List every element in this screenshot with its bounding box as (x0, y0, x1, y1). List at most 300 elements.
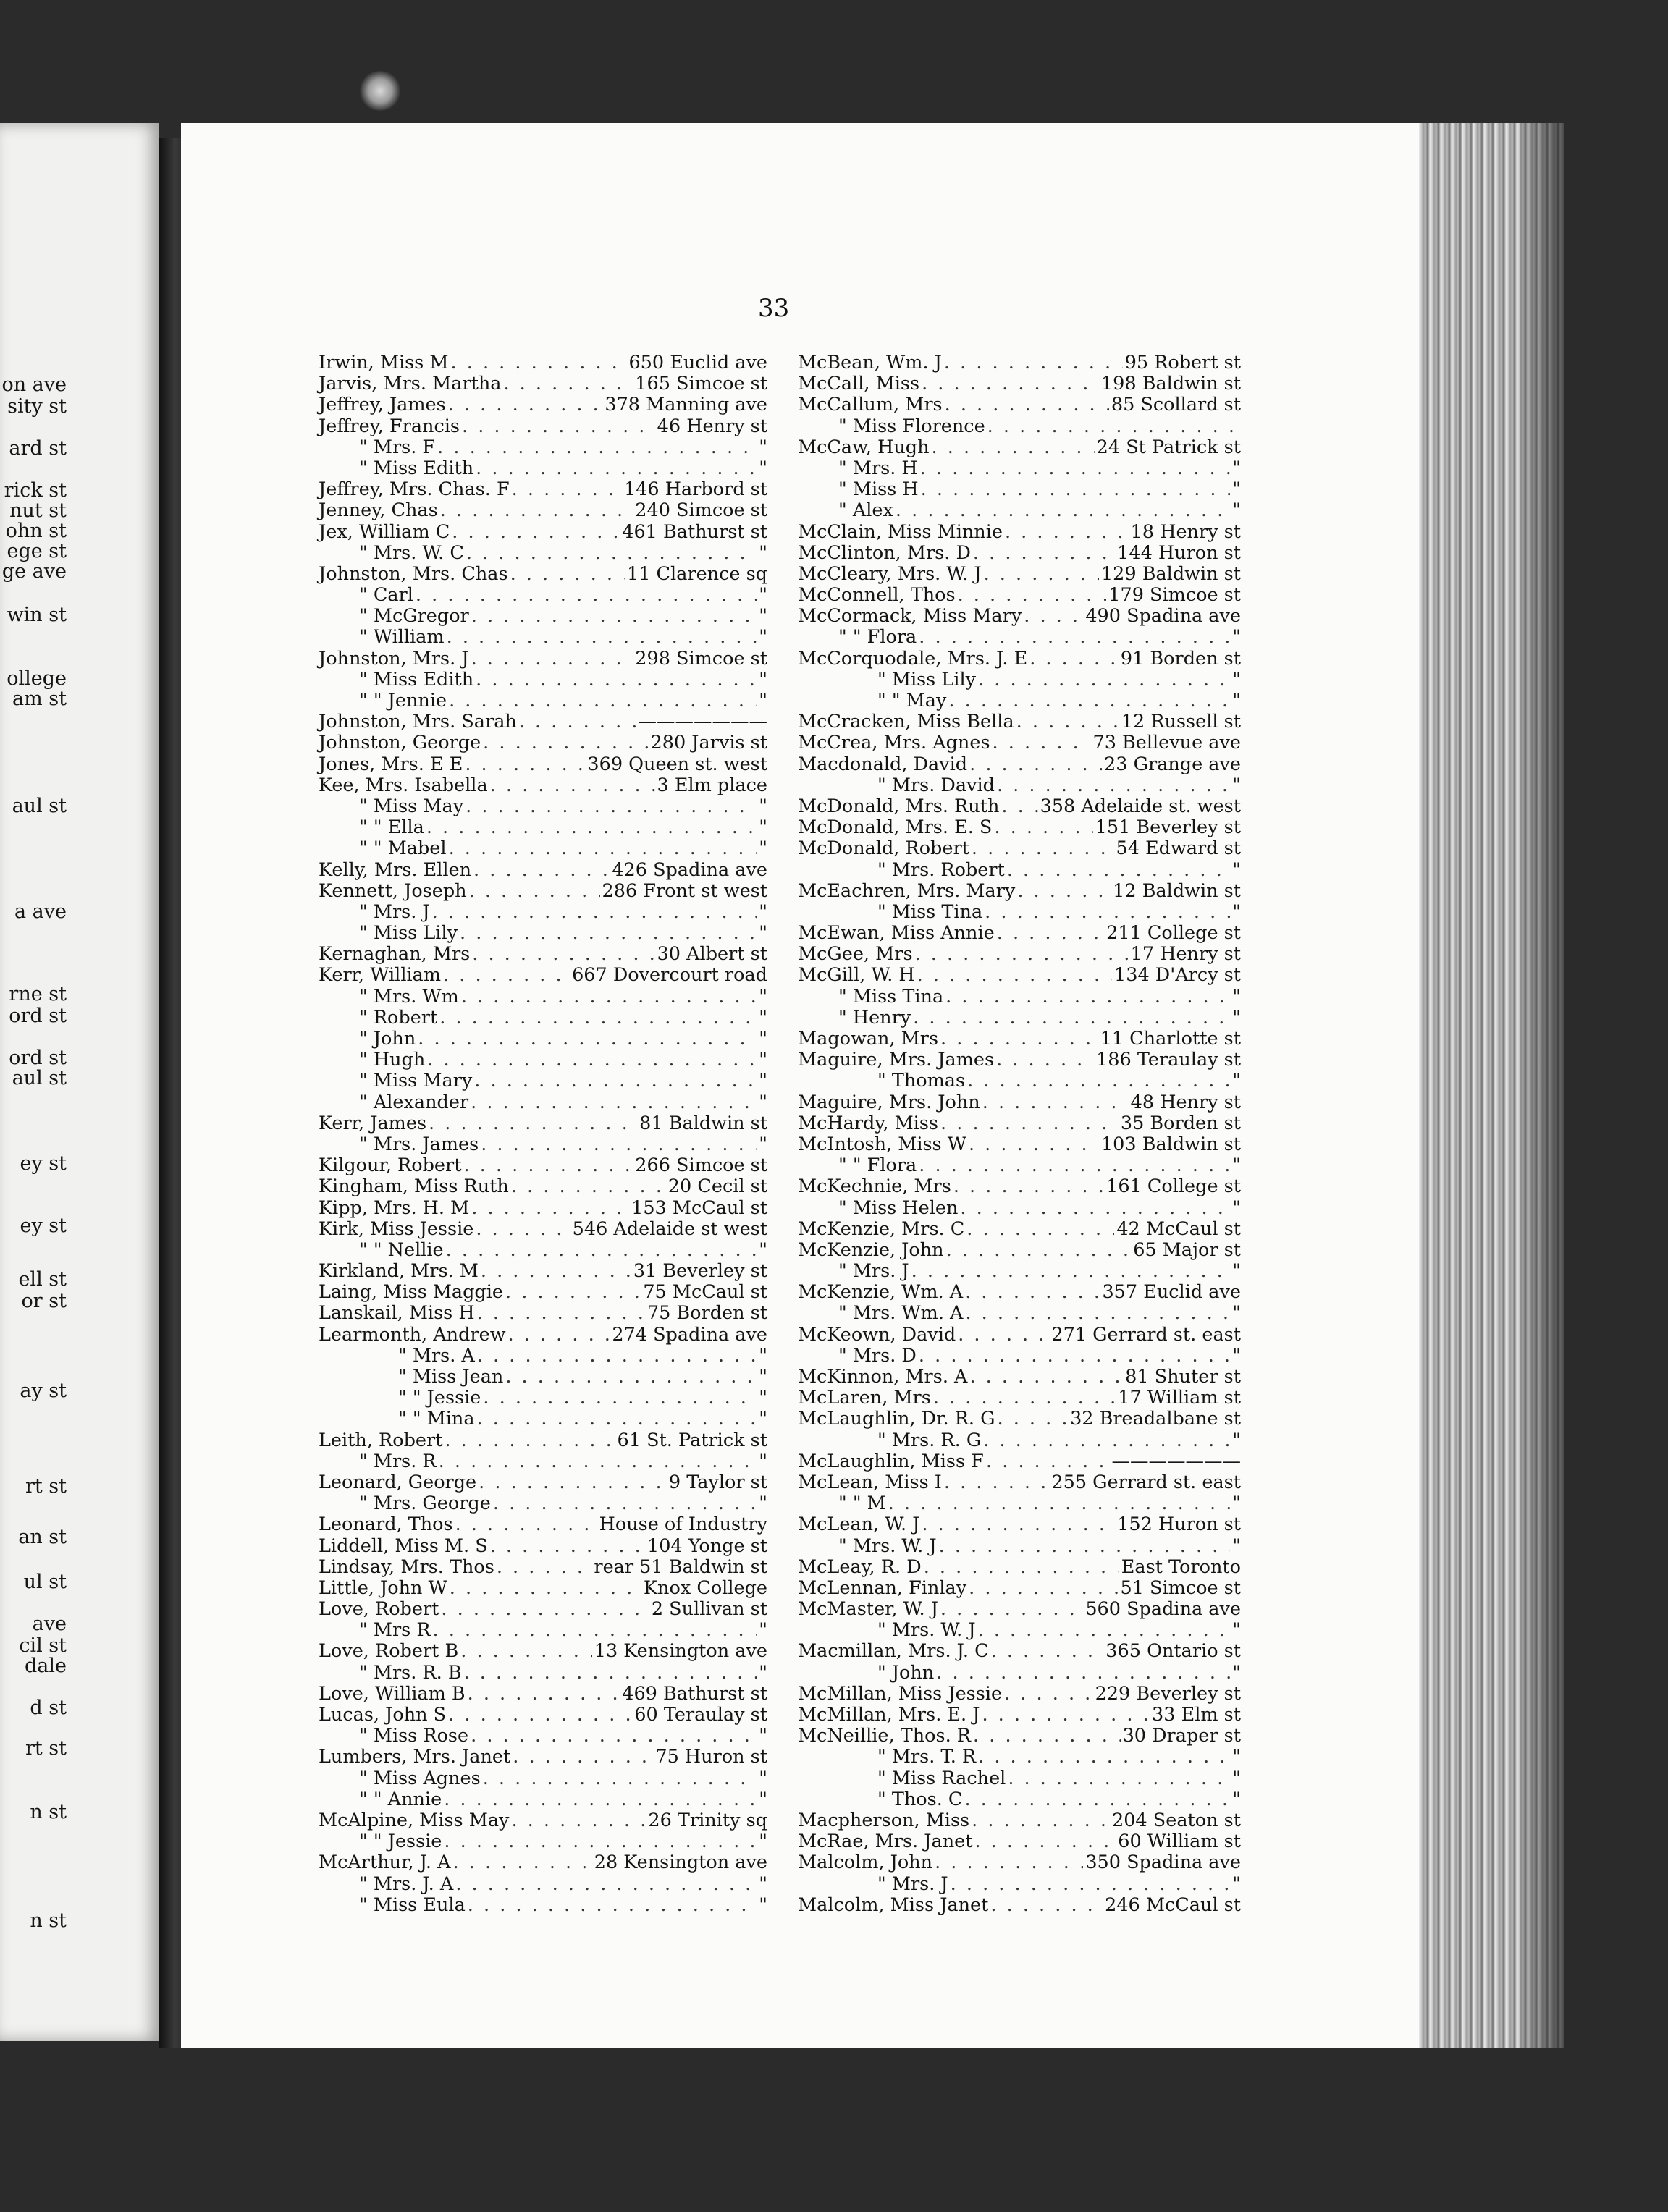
dot-leader (460, 1641, 592, 1662)
directory-entry (319, 1008, 767, 1029)
entry-address: " (759, 1091, 767, 1113)
directory-entry (798, 1155, 1241, 1176)
dot-leader (427, 1050, 757, 1071)
dot-leader (416, 585, 757, 606)
entry-address: " (1232, 499, 1241, 522)
entry-name: McNeillie, Thos. R (798, 1725, 972, 1747)
entry-name: " Miss Agnes (359, 1767, 481, 1789)
entry-name: " " M (838, 1493, 886, 1515)
dot-leader (922, 1514, 1115, 1535)
directory-entry (319, 1367, 767, 1388)
directory-entry (319, 1176, 767, 1197)
previous-page-text-fragment: sity st (7, 397, 67, 417)
dot-leader (441, 1599, 649, 1620)
directory-entry (798, 796, 1241, 817)
entry-name: " Miss Tina (838, 985, 944, 1008)
dot-leader (418, 1029, 757, 1050)
dot-leader (966, 1219, 1114, 1240)
directory-entry (798, 923, 1241, 944)
directory-entry (319, 1134, 767, 1155)
entry-name: McLaughlin, Miss F (798, 1450, 984, 1472)
directory-entry (798, 1768, 1241, 1789)
directory-entry (798, 543, 1241, 564)
directory-entry (319, 1705, 767, 1726)
directory-entry (319, 500, 767, 521)
entry-name: " Miss May (359, 795, 464, 817)
directory-entry (319, 1029, 767, 1050)
entry-name: " Hugh (359, 1049, 426, 1071)
entry-address: 12 Russell st (1121, 711, 1241, 733)
dot-leader (944, 353, 1123, 373)
dot-leader (451, 353, 627, 373)
previous-page-text-fragment: ohn st (5, 521, 67, 541)
dot-leader (936, 1663, 1230, 1684)
entry-address: " (759, 837, 767, 860)
entry-name: " Mrs. J (838, 1260, 909, 1283)
entry-name: " Henry (838, 1006, 911, 1029)
previous-page-text-fragment: rne st (9, 984, 67, 1005)
directory-entry (798, 1367, 1241, 1388)
entry-address: 81 Shuter st (1125, 1366, 1241, 1388)
dot-leader (978, 670, 1230, 691)
dot-leader (965, 1303, 1230, 1324)
previous-page-text-fragment: ave (32, 1614, 67, 1634)
entry-name: Johnston, Mrs. Sarah (319, 711, 517, 733)
directory-entry (798, 860, 1241, 881)
entry-address: 246 McCaul st (1105, 1894, 1241, 1916)
entry-address: 490 Spadina ave (1085, 605, 1241, 628)
entry-address: " (759, 1767, 767, 1789)
dot-leader (953, 1176, 1104, 1197)
dot-leader (473, 860, 610, 881)
directory-entry (798, 1176, 1241, 1197)
dot-leader (991, 1641, 1104, 1662)
dot-leader (972, 1810, 1110, 1831)
previous-page-text-fragment: on ave (1, 375, 67, 395)
dot-leader (922, 373, 1099, 394)
entry-address: " (1232, 626, 1241, 649)
entry-address: 23 Grange ave (1104, 753, 1241, 775)
dot-leader (511, 1176, 666, 1197)
entry-address: 9 Taylor st (668, 1471, 767, 1493)
entry-name: " John (359, 1028, 416, 1050)
directory-entry (798, 1325, 1241, 1346)
dot-leader (477, 1303, 645, 1324)
entry-address: " (1232, 478, 1241, 501)
directory-entry (798, 1282, 1241, 1303)
directory-entry (319, 881, 767, 902)
entry-name: Leonard, Thos (319, 1514, 453, 1536)
entry-address: 73 Bellevue ave (1092, 732, 1241, 754)
entry-name: " Mrs. D (838, 1344, 917, 1367)
previous-page-text-fragment: an st (18, 1527, 67, 1548)
entry-address: 198 Baldwin st (1100, 373, 1241, 395)
dot-leader (933, 1388, 1116, 1409)
directory-entry (798, 627, 1241, 648)
dot-leader (951, 1874, 1231, 1895)
entry-address: 75 Borden st (646, 1302, 767, 1325)
entry-name: " William (359, 626, 445, 649)
dot-leader (919, 627, 1230, 648)
dot-leader (466, 796, 757, 817)
entry-address: " (759, 900, 767, 923)
directory-entry (319, 754, 767, 775)
dot-leader (450, 1578, 641, 1599)
dot-leader (940, 1599, 1083, 1620)
entry-address: East Toronto (1121, 1555, 1241, 1578)
dot-leader (1017, 881, 1111, 902)
dot-leader (958, 585, 1107, 606)
directory-entry (798, 1029, 1241, 1050)
entry-name: " Miss Lily (877, 668, 977, 691)
dot-leader (433, 1620, 757, 1641)
directory-entry (319, 1536, 767, 1557)
directory-entry (798, 1789, 1241, 1810)
dot-leader (1001, 796, 1037, 817)
dot-leader (511, 1810, 646, 1831)
entry-address: " (1232, 1196, 1241, 1219)
entry-name: " Miss Rose (359, 1725, 469, 1747)
dot-leader (471, 606, 757, 627)
entry-name: McDonald, Mrs. Ruth (798, 795, 1000, 817)
dot-leader (997, 775, 1230, 796)
entry-address: " (1232, 1535, 1241, 1557)
entry-name: Jeffrey, Mrs. Chas. F (319, 478, 510, 501)
directory-entry (319, 733, 767, 753)
entry-name: Macpherson, Miss (798, 1809, 970, 1831)
entry-name: McBean, Wm. J (798, 352, 942, 373)
entry-address: 211 College st (1106, 922, 1241, 945)
directory-entry (798, 670, 1241, 691)
directory-entry (798, 606, 1241, 627)
entry-name: Malcolm, Miss Janet (798, 1894, 989, 1916)
dot-leader (1024, 606, 1083, 627)
directory-entry (798, 775, 1241, 796)
dot-leader (982, 1705, 1150, 1726)
dot-leader (503, 373, 633, 394)
entry-name: " Alexander (359, 1091, 469, 1113)
dot-leader (505, 1367, 757, 1388)
entry-name: " Mrs. W. C (359, 541, 464, 564)
dot-leader (969, 1134, 1099, 1155)
directory-entry (319, 987, 767, 1008)
entry-name: Jeffrey, James (319, 394, 446, 416)
directory-entry (319, 394, 767, 415)
entry-name: Magowan, Mrs (798, 1028, 939, 1050)
dot-leader (948, 691, 1230, 712)
entry-address: " (1232, 457, 1241, 479)
entry-address: 60 Teraulay st (634, 1704, 767, 1726)
entry-address: 12 Baldwin st (1113, 879, 1241, 902)
entry-name: McCleary, Mrs. W. J (798, 562, 982, 585)
directory-entry (319, 1113, 767, 1134)
entry-name: " Miss Tina (877, 900, 983, 923)
entry-address: 26 Trinity sq (648, 1809, 767, 1831)
directory-entry (798, 649, 1241, 670)
directory-entry (319, 1219, 767, 1240)
entry-address: 91 Borden st (1120, 647, 1241, 670)
previous-page-text-fragment: cil st (19, 1636, 67, 1656)
dot-leader (896, 500, 1230, 521)
directory-entry (319, 965, 767, 986)
entry-name: McLean, Miss I (798, 1471, 942, 1493)
directory-entry (319, 838, 767, 859)
entry-name: Kerr, William (319, 964, 442, 987)
entry-address: 129 Baldwin st (1100, 562, 1241, 585)
directory-entry (319, 353, 767, 373)
dot-leader (920, 458, 1231, 479)
dot-leader (440, 500, 633, 521)
directory-entry (798, 987, 1241, 1008)
entry-address: " (759, 690, 767, 712)
entry-address: 48 Henry st (1130, 1091, 1241, 1113)
entry-address: 280 Jarvis st (650, 732, 767, 754)
dot-leader (974, 1831, 1116, 1852)
directory-entry (798, 1514, 1241, 1535)
directory-entry (798, 1747, 1241, 1768)
entry-address: " (759, 541, 767, 564)
directory-entry (319, 1641, 767, 1662)
directory-entry (319, 1514, 767, 1535)
dot-leader (1016, 712, 1119, 733)
directory-entry (319, 649, 767, 670)
directory-entry (319, 1261, 767, 1282)
directory-entry (319, 458, 767, 479)
dot-leader (472, 944, 654, 965)
entry-address: " (759, 1133, 767, 1155)
entry-name: McCaw, Hugh (798, 436, 930, 458)
entry-address: " (1232, 1873, 1241, 1895)
entry-name: Kerr, James (319, 1112, 427, 1134)
directory-entry (319, 796, 767, 817)
dot-leader (444, 1789, 757, 1810)
entry-name: " Mrs. R. G (877, 1429, 982, 1451)
directory-entry (798, 965, 1241, 986)
directory-entry (319, 817, 767, 838)
entry-name: McCallum, Mrs (798, 394, 943, 416)
directory-entry (798, 1895, 1241, 1916)
entry-address: " (1232, 1006, 1241, 1029)
directory-entry (319, 1874, 767, 1895)
directory-entry (319, 1282, 767, 1303)
entry-name: " " Mabel (359, 837, 447, 860)
directory-entry (319, 1684, 767, 1705)
entry-name: McDonald, Robert (798, 837, 969, 860)
dot-leader (969, 1578, 1118, 1599)
directory-entry (319, 1726, 767, 1747)
previous-page-text-fragment: rick st (4, 481, 67, 501)
previous-page-text-fragment: n st (30, 1911, 67, 1931)
dot-leader (461, 987, 757, 1008)
entry-address: " (759, 1619, 767, 1642)
dot-leader (513, 1747, 653, 1768)
dot-leader (464, 1663, 757, 1684)
dot-leader (447, 627, 757, 648)
entry-name: " Mrs R (359, 1619, 431, 1642)
entry-name: " Mrs. Wm (359, 985, 459, 1008)
entry-name: " Miss H (838, 478, 919, 501)
entry-address: 152 Huron st (1117, 1514, 1241, 1536)
directory-entry (319, 1240, 767, 1261)
dot-leader (973, 543, 1115, 564)
directory-entry (798, 944, 1241, 965)
entry-name: Macdonald, David (798, 753, 968, 775)
directory-entry (798, 416, 1241, 437)
entry-address: " (759, 1450, 767, 1472)
entry-address: 469 Bathurst st (622, 1682, 767, 1705)
directory-column-right (798, 353, 1241, 1916)
entry-address: 30 Draper st (1122, 1725, 1241, 1747)
entry-address: " (759, 1238, 767, 1261)
entry-address: " (759, 626, 767, 649)
dot-leader (426, 817, 757, 838)
dot-leader (455, 1514, 597, 1535)
entry-name: McKinnon, Mrs. A (798, 1366, 968, 1388)
entry-address: 42 McCaul st (1116, 1217, 1241, 1240)
entry-address: 31 Beverley st (633, 1260, 767, 1283)
directory-entry (798, 500, 1241, 521)
entry-address: 104 Yonge st (646, 1535, 767, 1557)
dot-leader (911, 1261, 1231, 1282)
directory-entry (798, 1134, 1241, 1155)
entry-name: McIntosh, Miss W (798, 1133, 966, 1155)
entry-name: McCorquodale, Mrs. J. E (798, 647, 1028, 670)
entry-name: Lucas, John S (319, 1704, 447, 1726)
directory-entry (319, 1810, 767, 1831)
entry-address: 274 Spadina ave (612, 1323, 767, 1346)
previous-page-text-fragment: ey st (20, 1216, 67, 1236)
entry-address: " (759, 1387, 767, 1409)
entry-address: " (1232, 1493, 1241, 1515)
dot-leader (481, 1261, 631, 1282)
entry-address: ——————— (1111, 1450, 1241, 1472)
directory-entry (798, 1113, 1241, 1134)
directory-entry (319, 1155, 767, 1176)
entry-name: Johnston, Mrs. J (319, 647, 469, 670)
directory-entry (319, 670, 767, 691)
directory-entry (798, 458, 1241, 479)
previous-page-text-fragment: n st (30, 1802, 67, 1823)
directory-entry (319, 1388, 767, 1409)
entry-name: " McGregor (359, 605, 469, 628)
entry-address: 103 Baldwin st (1100, 1133, 1241, 1155)
entry-address: 81 Baldwin st (639, 1112, 767, 1134)
directory-entry (798, 712, 1241, 733)
previous-page-text-fragment: win st (7, 605, 67, 625)
previous-page-text-fragment: ge ave (1, 562, 67, 582)
entry-address: 24 St Patrick st (1096, 436, 1241, 458)
dot-leader (967, 1071, 1230, 1092)
entry-name: Jex, William C (319, 520, 450, 543)
directory-entry (319, 1599, 767, 1620)
entry-address: 20 Cecil st (667, 1175, 767, 1198)
directory-entry (798, 1472, 1241, 1493)
entry-address: " (1232, 1661, 1241, 1684)
dot-leader (468, 1684, 620, 1705)
directory-entry (798, 373, 1241, 394)
entry-name: " Mrs. J. A (359, 1873, 454, 1895)
entry-name: " Carl (359, 584, 413, 607)
entry-address: 144 Huron st (1117, 541, 1241, 564)
directory-entry (319, 944, 767, 965)
dot-leader (519, 712, 636, 733)
directory-entry (319, 522, 767, 543)
entry-address: 650 Euclid ave (628, 352, 767, 373)
entry-name: Malcolm, John (798, 1852, 933, 1874)
entry-address: 30 Albert st (657, 943, 767, 966)
directory-entry (319, 1831, 767, 1852)
entry-name: McMillan, Mrs. E. J (798, 1704, 980, 1726)
directory-column-left (319, 353, 767, 1916)
directory-entry (798, 1578, 1241, 1599)
entry-address: 298 Simcoe st (635, 647, 767, 670)
entry-address: 357 Euclid ave (1102, 1281, 1241, 1304)
dot-leader (466, 543, 757, 564)
dot-leader (983, 1430, 1230, 1451)
entry-address: 17 William st (1118, 1387, 1241, 1409)
entry-name: " " Ella (359, 816, 424, 839)
entry-address: " (759, 1366, 767, 1388)
dot-leader (462, 416, 655, 437)
entry-address: " (759, 436, 767, 458)
entry-name: McGill, W. H (798, 964, 915, 987)
entry-address: 350 Spadina ave (1085, 1852, 1241, 1874)
previous-page-text-fragment: ord st (9, 1006, 67, 1026)
entry-name: Lumbers, Mrs. Janet (319, 1746, 511, 1768)
dot-leader (483, 733, 648, 753)
directory-entry (798, 1599, 1241, 1620)
entry-address: 204 Seaton st (1111, 1809, 1241, 1831)
dot-leader (479, 1472, 667, 1493)
directory-entry (319, 775, 767, 796)
entry-address: 240 Simcoe st (635, 499, 767, 522)
entry-address: 3 Elm place (657, 774, 767, 796)
dot-leader (969, 754, 1102, 775)
entry-name: " " Annie (359, 1788, 442, 1810)
entry-address: 546 Adelaide st west (572, 1217, 767, 1240)
entry-address: 186 Teraulay st (1096, 1049, 1241, 1071)
dot-leader (483, 1388, 757, 1409)
directory-entry (798, 1536, 1241, 1557)
directory-entry (798, 1620, 1241, 1641)
dot-leader (964, 1789, 1230, 1810)
entry-address: " (1232, 858, 1241, 881)
entry-address: 13 Kensington ave (594, 1640, 767, 1663)
dot-leader (446, 1240, 757, 1261)
entry-name: Jones, Mrs. E E (319, 753, 463, 775)
directory-entry (798, 1219, 1241, 1240)
previous-page-text-fragment: ollege (7, 669, 67, 689)
entry-address: " (759, 1894, 767, 1916)
entry-name: Leonard, George (319, 1471, 477, 1493)
entry-address: 75 Huron st (655, 1746, 767, 1768)
dot-leader (945, 987, 1230, 1008)
entry-address: 54 Edward st (1116, 837, 1241, 860)
entry-address: " (1232, 668, 1241, 691)
entry-address: " (1232, 1154, 1241, 1177)
entry-name: " Mrs. W. J (877, 1619, 976, 1642)
dot-leader (978, 1747, 1230, 1768)
directory-entry (798, 1493, 1241, 1514)
dot-leader (1029, 649, 1119, 670)
entry-name: McArthur, J. A (319, 1852, 451, 1874)
entry-name: McCormack, Miss Mary (798, 605, 1022, 628)
entry-name: Love, William B (319, 1682, 466, 1705)
entry-name: Maguire, Mrs. James (798, 1049, 995, 1071)
directory-entry (798, 838, 1241, 859)
directory-entry (798, 691, 1241, 712)
entry-address: " (1232, 1302, 1241, 1325)
